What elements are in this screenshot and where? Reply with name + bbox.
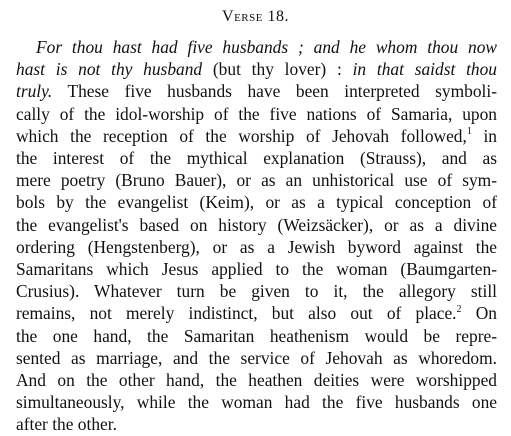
text-run: the evangelist's based on history (Weizsäcker), or as a divine	[16, 214, 497, 235]
text-run: sented as marriage, and the service of Jehovah as whoredom.	[16, 347, 497, 368]
quoted-scripture: in that saidst thou	[352, 59, 497, 80]
text-run: which the reception of the worship of Jehovah followed,	[16, 125, 467, 146]
text-run: On	[461, 303, 497, 324]
text-line	[16, 125, 497, 147]
text-line	[36, 36, 497, 58]
text-run: bols by the evangelist (Keim), or as a typical conception of	[16, 192, 497, 213]
quoted-scripture: truly.	[16, 81, 53, 102]
text-line	[16, 58, 497, 80]
text-run: mere poetry (Bruno Bauer), or as an unhistorical use of sym-	[16, 170, 497, 191]
text-run: remains, not merely indistinct, but also out of place.	[16, 303, 457, 324]
text-run: These five husbands have been interpreted symboli-	[52, 81, 497, 102]
quoted-scripture: hast is not thy husband	[16, 59, 203, 80]
text-run: the interest of the mythical explanation (Strauss), and as	[16, 148, 497, 168]
text-run: after the other.	[16, 414, 117, 435]
text-line	[16, 80, 497, 102]
text-line	[16, 302, 497, 324]
text-line	[16, 103, 497, 125]
text-run: Samaritans which Jesus applied to the woman (Baumgarten-	[16, 259, 497, 279]
text-line	[16, 258, 497, 280]
text-line	[16, 391, 497, 413]
verse-heading: Verse 18.	[222, 8, 289, 25]
text-line	[16, 191, 497, 213]
text-line	[16, 413, 497, 435]
text-line	[16, 325, 497, 347]
text-run: cally of the idol-worship of the five nations of Samaria, upon	[16, 103, 497, 124]
text-line	[16, 236, 497, 258]
text-run: the one hand, the Samaritan heathenism would be repre-	[16, 325, 497, 346]
text-run: Crusius). Whatever turn be given to it, the allegory still	[16, 281, 497, 302]
text-run: And on the other hand, the heathen deities were worshipped	[16, 370, 497, 390]
text-run: simultaneously, while the woman had the five husbands one	[16, 392, 497, 413]
footnote-marker: 1	[466, 126, 472, 137]
text-line	[16, 147, 497, 169]
quoted-scripture: For thou hast had five husbands ; and he whom thou now	[36, 37, 497, 57]
text-line	[16, 369, 497, 391]
text-line	[16, 280, 497, 302]
text-run: ordering (Hengstenberg), or as a Jewish byword against the	[16, 236, 497, 257]
text-line	[16, 214, 497, 236]
text-line	[16, 347, 497, 369]
footnote-marker: 2	[456, 303, 462, 315]
text-run: (but thy lover) :	[202, 59, 353, 80]
text-line	[16, 169, 497, 191]
text-run: in	[471, 125, 497, 146]
